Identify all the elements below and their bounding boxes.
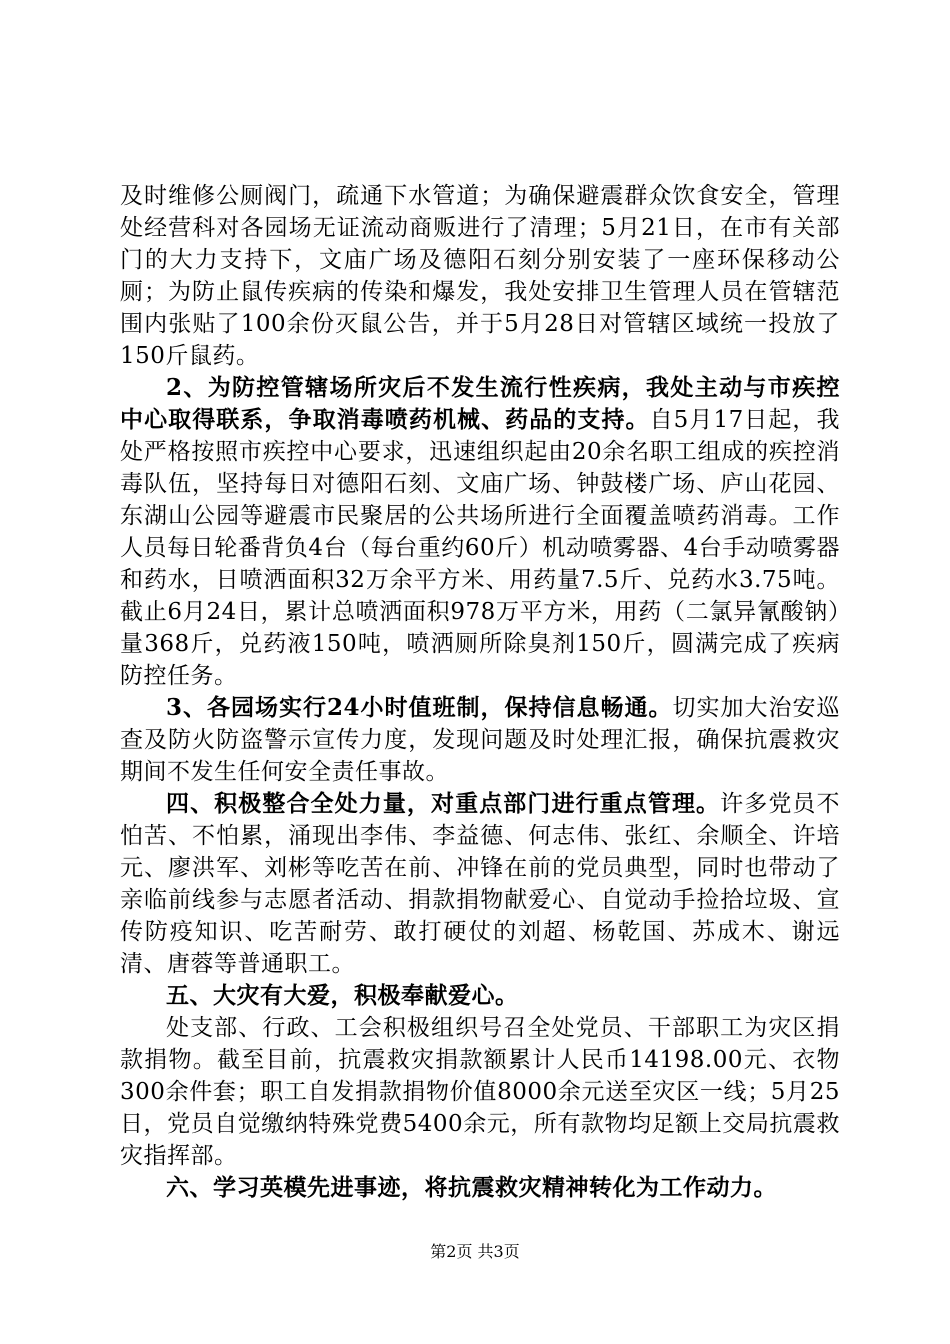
paragraph-text: 处支部、行政、工会积极组织号召全处党员、干部职工为灾区捐款捐物。截至目前，抗震救灾捐款额累计人民币14198.00元、衣物300余件套；职工自发捐款捐物价值8000余元送至灾区一线；5月25日，党员自觉缴纳特殊党费5400余元，所有款物均足额上交局抗震救灾指挥部。 [120, 1015, 840, 1169]
section-heading: 五、大灾有大爱，积极奉献爱心。 [166, 982, 519, 1009]
section-heading: 四、积极整合全处力量，对重点部门进行重点管理。 [166, 790, 721, 817]
section-heading: 六、学习英模先进事迹，将抗震救灾精神转化为工作动力。 [166, 1174, 777, 1201]
paragraph-text: 及时维修公厕阀门，疏通下水管道；为确保避震群众饮食安全，管理处经营科对各园场无证流动商贩进行了清理；5月21日，在市有关部门的大力支持下，文庙广场及德阳石刻分别安装了一座环保移动公厕；为防止鼠传疾病的传染和爆发，我处安排卫生管理人员在管辖范围内张贴了100余份灭鼠公告，并于5月28日对管辖区域统一投放了150斤鼠药。 [120, 183, 840, 369]
paragraph-text: 切实加大治安巡查及防火防盗警示宣传力度，发现问题及时处理汇报，确保抗震救灾期间不发生任何安全责任事故。 [120, 695, 840, 785]
paragraph-text: 自5月17日起，我处严格按照市疾控中心要求，迅速组织起由20余名职工组成的疾控消毒队伍，坚持每日对德阳石刻、文庙广场、钟鼓楼广场、庐山花园、东湖山公园等避震市民聚居的公共场所进行全面覆盖喷药消毒。工作人员每日轮番背负4台（每台重约60斤）机动喷雾器、4台手动喷雾器和药水，日喷洒面积32万余平方米、用药量7.5斤、兑药水3.75吨。截止6月24日，累计总喷洒面积978万平方米，用药（二氯异氰酸钠）量368斤，兑药液150吨，喷洒厕所除臭剂150斤，圆满完成了疾病防控任务。 [120, 407, 840, 689]
section-four [120, 788, 840, 980]
section-five-heading [120, 980, 840, 1012]
page-number: 第2页 共3页 [430, 1242, 520, 1261]
paragraph-heading: 2、为防控管辖场所灾后不发生流行性疾病，我处主动与市疾控中心取得联系，争取消毒喷药机械、药品的支持。 [120, 374, 840, 433]
paragraph-text: 许多党员不怕苦、不怕累，涌现出李伟、李益德、何志伟、张红、余顺全、许培元、廖洪军、刘彬等吃苦在前、冲锋在前的党员典型，同时也带动了亲临前线参与志愿者活动、捐款捐物献爱心、自觉动手捡拾垃圾、宣传防疫知识、吃苦耐劳、敢打硬仗的刘超、杨乾国、苏成木、谢远清、唐蓉等普通职工。 [120, 791, 841, 977]
paragraph-donations [120, 1012, 840, 1172]
paragraph-duty-system [120, 692, 840, 788]
page-footer [0, 1242, 950, 1262]
paragraph-continuation [120, 180, 840, 372]
document-body [120, 180, 840, 1204]
paragraph-disease-control [120, 372, 840, 692]
paragraph-heading: 3、各园场实行24小时值班制，保持信息畅通。 [166, 694, 673, 721]
section-six-heading [120, 1172, 840, 1204]
